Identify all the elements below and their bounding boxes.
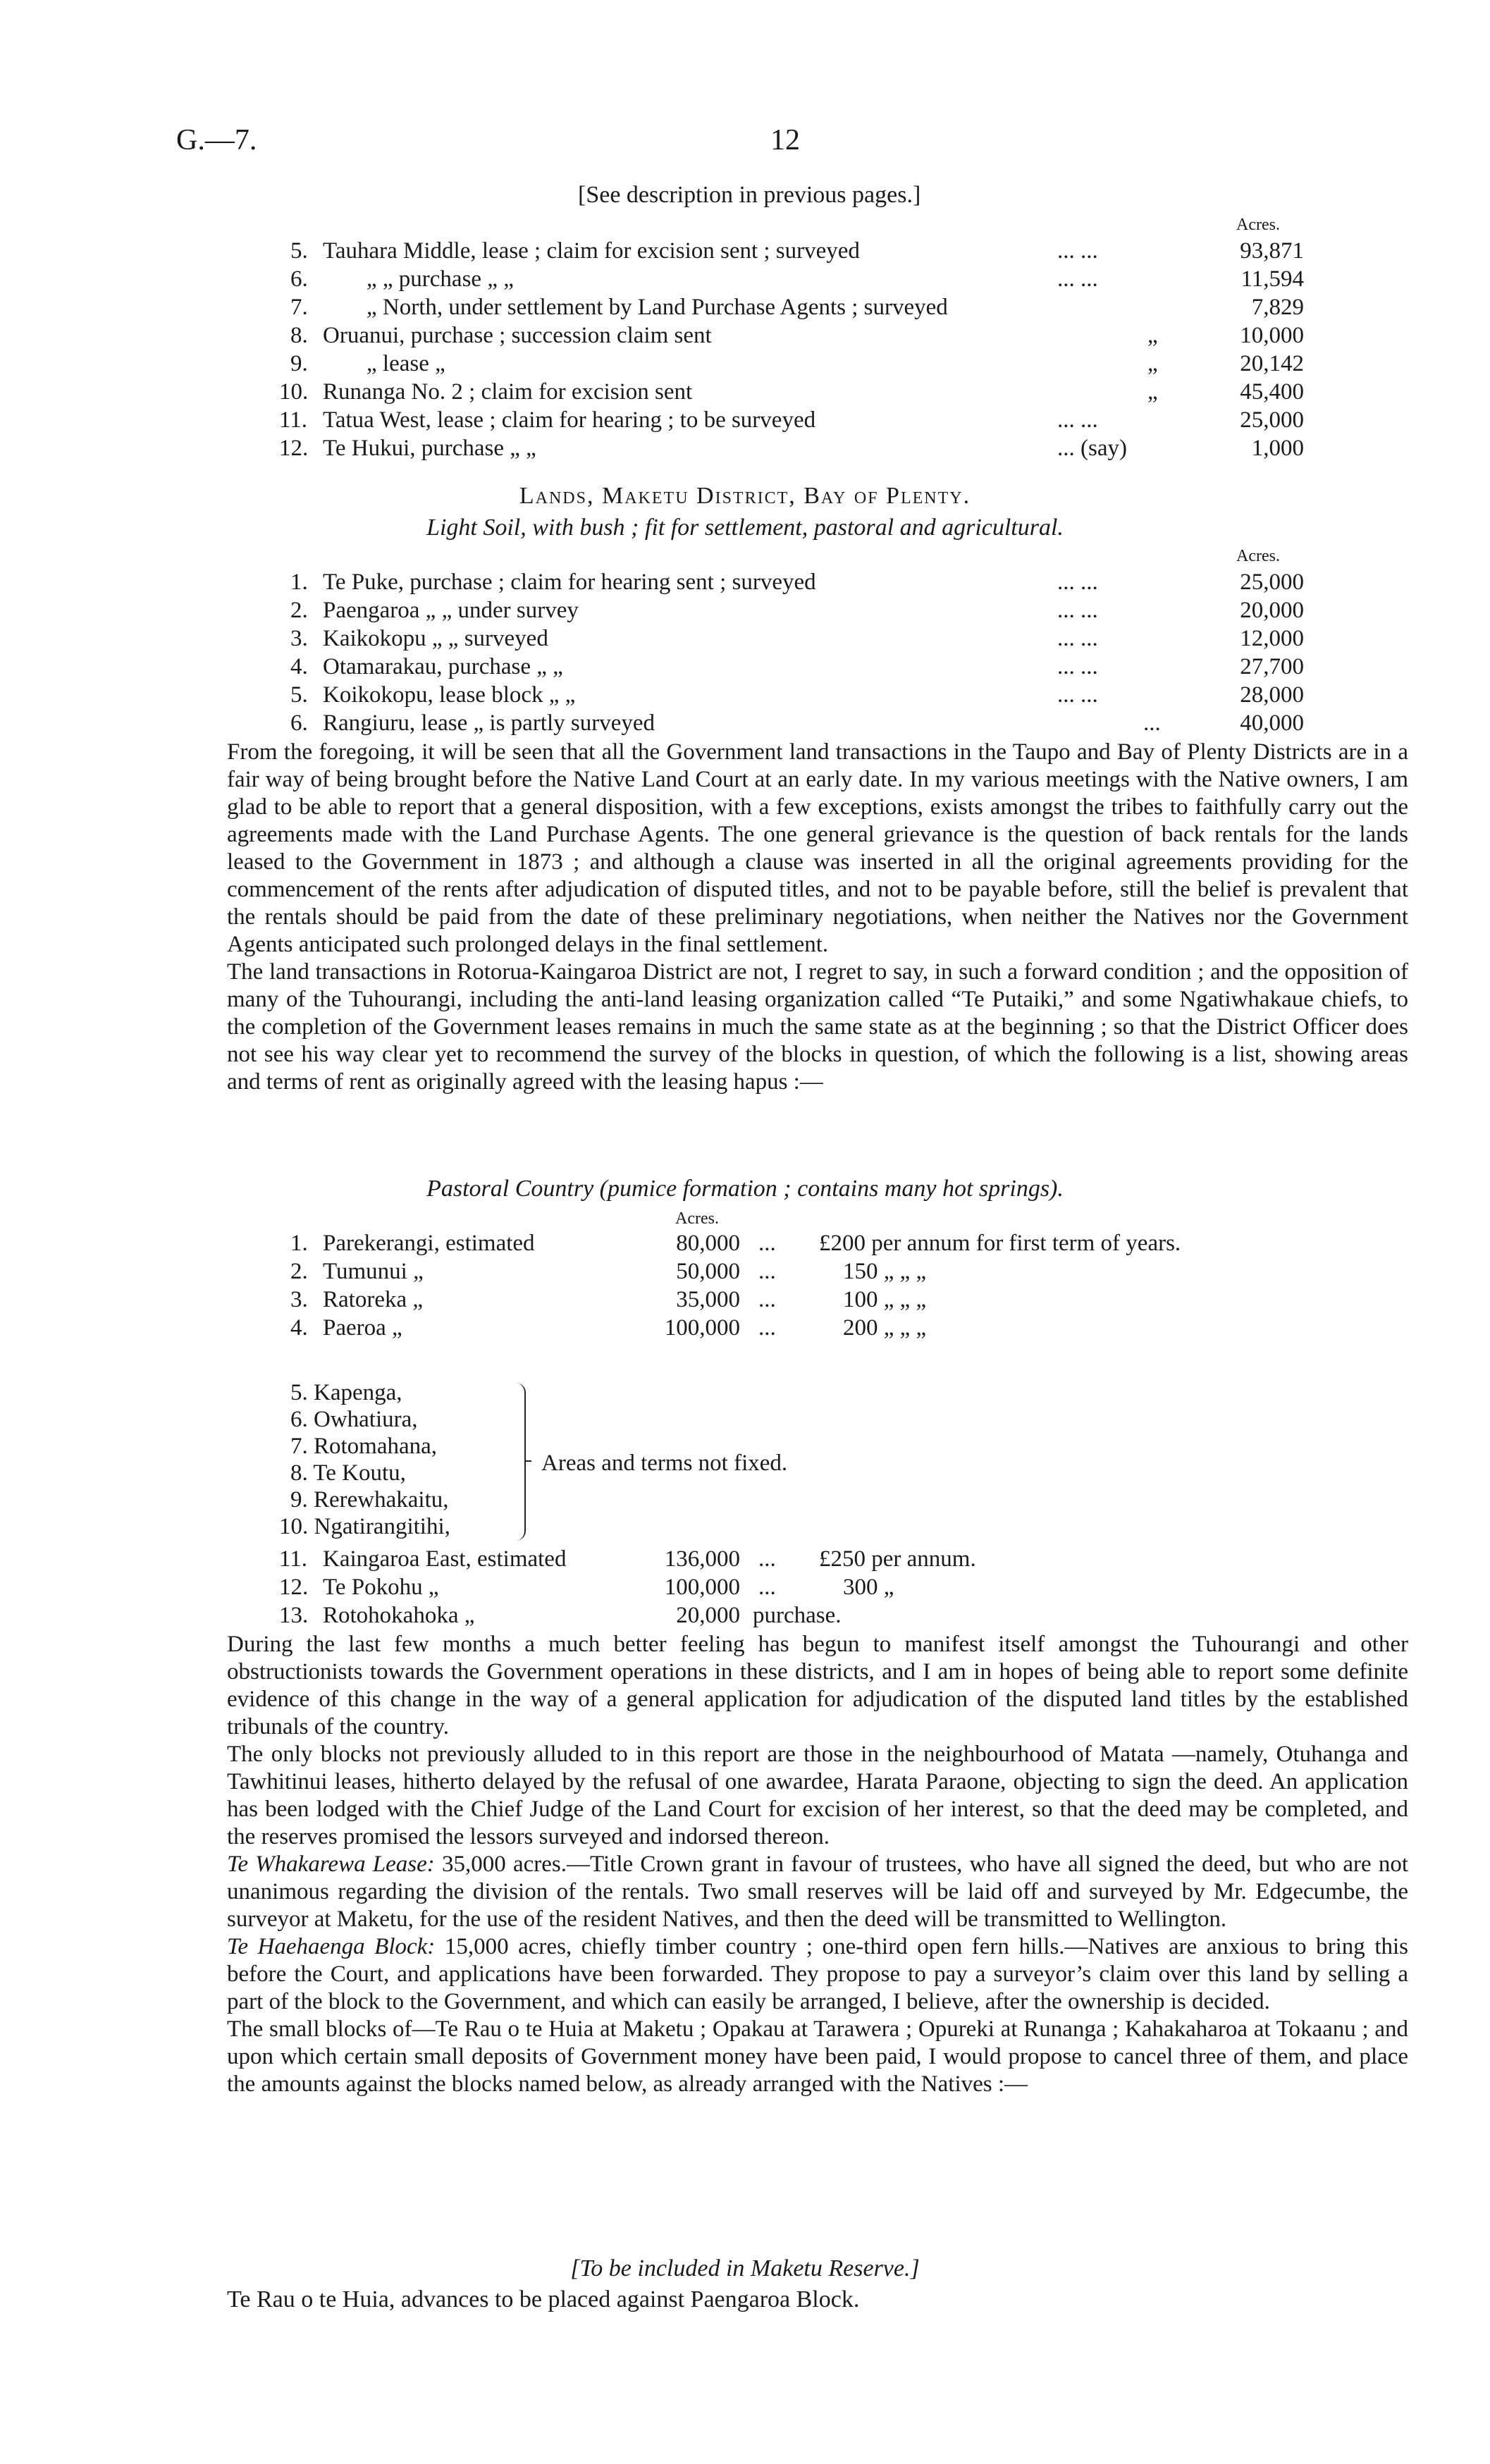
whakarewa-paragraph: Te Whakarewa Lease: 35,000 acres.—Title Crown grant in favour of trustees, who have all signed the deed, but who are not unanimous regarding the division of the rentals. Two small reserves will be laid off and surveyed by Mr. Edgecumbe, the surveyor at Maketu, for the use of the resident Natives, and then the deed will be transmitted to Wellington. (227, 1852, 1408, 1932)
table-row: 4. Paeroa „ 100,000 ... 200 „ „ „ (290, 1315, 927, 1341)
maketu-heading: Lands, Maketu District, Bay of Plenty. (519, 483, 971, 509)
paragraph: The small blocks of—Te Rau o te Huia at Maketu ; Opakau at Tarawera ; Opureki at Runanga ; Kahakaharoa at Tokaanu ; and upon which certain small deposits of Government money have been paid, I would propose to cancel three of them, and place the amounts against the blocks named below, as already arranged with the Natives :— (227, 2016, 1408, 2097)
acres-heading: Acres. (675, 1209, 719, 1228)
table-row: 6. Rangiuru, lease „ is partly surveyed ... 40,000 (290, 710, 1304, 736)
table-row: 1. Parekerangi, estimated 80,000 ... £200 per annum for first term of years. (290, 1231, 1181, 1256)
paragraph: During the last few months a much better feeling has begun to manifest itself amongst the Tuhourangi and other obstructionists towards the Government operations in these districts, and I am in hopes of being able to report some definite evidence of this change in the way of a general application for adjudication of the disputed land titles by the established tribunals of the country. (227, 1632, 1408, 1739)
unfixed-note: Areas and terms not fixed. (541, 1450, 788, 1476)
table-row: 5. Tauhara Middle, lease ; claim for excision sent ; surveyed ... ... 93,871 (290, 238, 1304, 264)
body-text-1 (227, 739, 1408, 1096)
table-row: 7. „ North, under settlement by Land Purchase Agents ; surveyed 7,829 (290, 295, 1304, 320)
page-number: 12 (770, 124, 800, 156)
acres-heading: Acres. (1236, 547, 1280, 565)
see-description-note: [See description in previous pages.] (578, 182, 921, 208)
table-row: 2. Tumunui „ 50,000 ... 150 „ „ „ (290, 1259, 927, 1284)
table-row: 1. Te Puke, purchase ; claim for hearing sent ; surveyed ... ... 25,000 (290, 569, 1304, 595)
list-item: 8. Te Koutu, (290, 1460, 406, 1486)
unfixed-note-row (0, 1449, 1490, 1477)
paragraph: The only blocks not previously alluded to in this report are those in the neighbourhood of Matata —namely, Otuhanga and Tawhitinui leases, hitherto delayed by the refusal of one awardee, Harata Paraone, objecting to sign the deed. An application has been lodged with the Chief Judge of the Land Court for excision of her interest, so that the deed may be completed, and the reserves promised the lessors surveyed and indorsed thereon. (227, 1742, 1408, 1849)
maketu-subheading: Light Soil, with bush ; fit for settlement, pastoral and agricultural. (426, 515, 1064, 541)
body-text-2 (227, 1631, 1408, 2098)
haehaenga-paragraph: Te Haehaenga Block: 15,000 acres, chiefly timber country ; one-third open fern hills.—Natives are anxious to bring this before the Court, and applications have been forwarded. They propose to pay a surveyor’s claim over this land by selling a part of the block to the Government, and which can easily be arranged, I believe, after the ownership is decided. (227, 1934, 1409, 2014)
table-row: 8. Oruanui, purchase ; succession claim sent „ 10,000 (290, 323, 1304, 348)
table-row: 11. Kaingaroa East, estimated 136,000 ... £250 per annum. (279, 1546, 976, 1572)
haehaenga-title: Te Haehaenga Block: (227, 1934, 436, 1959)
table-row: 4. Otamarakau, purchase „ „ ... ... 27,700 (290, 654, 1304, 679)
table-row: 3. Ratoreka „ 35,000 ... 100 „ „ „ (290, 1287, 927, 1312)
maketu-reserve-note: [To be included in Maketu Reserve.] (570, 2255, 920, 2281)
list-item: 10. Ngatirangitihi, (279, 1514, 450, 1539)
table-row: 3. Kaikokopu „ „ surveyed ... ... 12,000 (290, 626, 1304, 651)
table-row: 9. „ lease „ „ 20,142 (290, 351, 1304, 376)
maketu-reserve-line: Te Rau o te Huia, advances to be placed against Paengaroa Block. (227, 2286, 860, 2312)
list-item: 5. Kapenga, (290, 1380, 402, 1405)
pastoral-heading: Pastoral Country (pumice formation ; contains many hot springs). (426, 1176, 1064, 1202)
acres-heading: Acres. (1236, 216, 1280, 234)
list-item: 6. Owhatiura, (290, 1407, 418, 1432)
list-item: 7. Rotomahana, (290, 1434, 438, 1459)
document-reference: G.—7. (176, 124, 257, 156)
table-row: 11. Tatua West, lease ; claim for hearing ; to be surveyed ... ... 25,000 (279, 407, 1304, 433)
paragraph: From the foregoing, it will be seen that all the Government land transactions in the Taupo and Bay of Plenty Districts are in a fair way of being brought before the Native Land Court at an early date. In my various meetings with the Native owners, I am glad to be able to report that a general disposition, with a few exceptions, exists amongst the tribes to faithfully carry out the agreements made with the Land Purchase Agents. The one general grievance is the question of back rentals for the lands leased to the Government in 1873 ; and although a clause was inserted in all the original agreements providing for the commencement of the rents after adjudication of disputed titles, and not to be payable before, still the belief is prevalent that the rentals should be paid from the date of these preliminary negotiations, when neither the Natives nor the Government Agents anticipated such prolonged delays in the final settlement. (227, 739, 1408, 957)
whakarewa-title: Te Whakarewa Lease: (227, 1852, 435, 1877)
table-row: 12. Te Pokohu „ 100,000 ... 300 „ (279, 1575, 894, 1600)
table-row: 2. Paengaroa „ „ under survey ... ... 20,000 (290, 598, 1304, 623)
table-row: 6. „ „ purchase „ „ ... ... 11,594 (290, 266, 1304, 292)
list-item: 9. Rerewhakaitu, (290, 1487, 449, 1513)
paragraph: The land transactions in Rotorua-Kaingaroa District are not, I regret to say, in such a forward condition ; and the opposition of many of the Tuhourangi, including the anti-land leasing organization called “Te Putaiki,” and some Ngatiwhakaue chiefs, to the completion of the Government leases remains in much the same state as at the beginning ; so that the District Officer does not see his way clear yet to recommend the survey of the blocks in question, of which the following is a list, showing areas and terms of rent as originally agreed with the leasing hapus :— (227, 959, 1408, 1095)
table-row: 10. Runanga No. 2 ; claim for excision sent „ 45,400 (279, 379, 1304, 405)
table-row: 5. Koikokopu, lease block „ „ ... ... 28,000 (290, 682, 1304, 708)
table-row: 13. Rotohokahoka „ 20,000 purchase. (279, 1603, 842, 1628)
table-row: 12. Te Hukui, purchase „ „ ... (say) 1,000 (279, 436, 1304, 461)
